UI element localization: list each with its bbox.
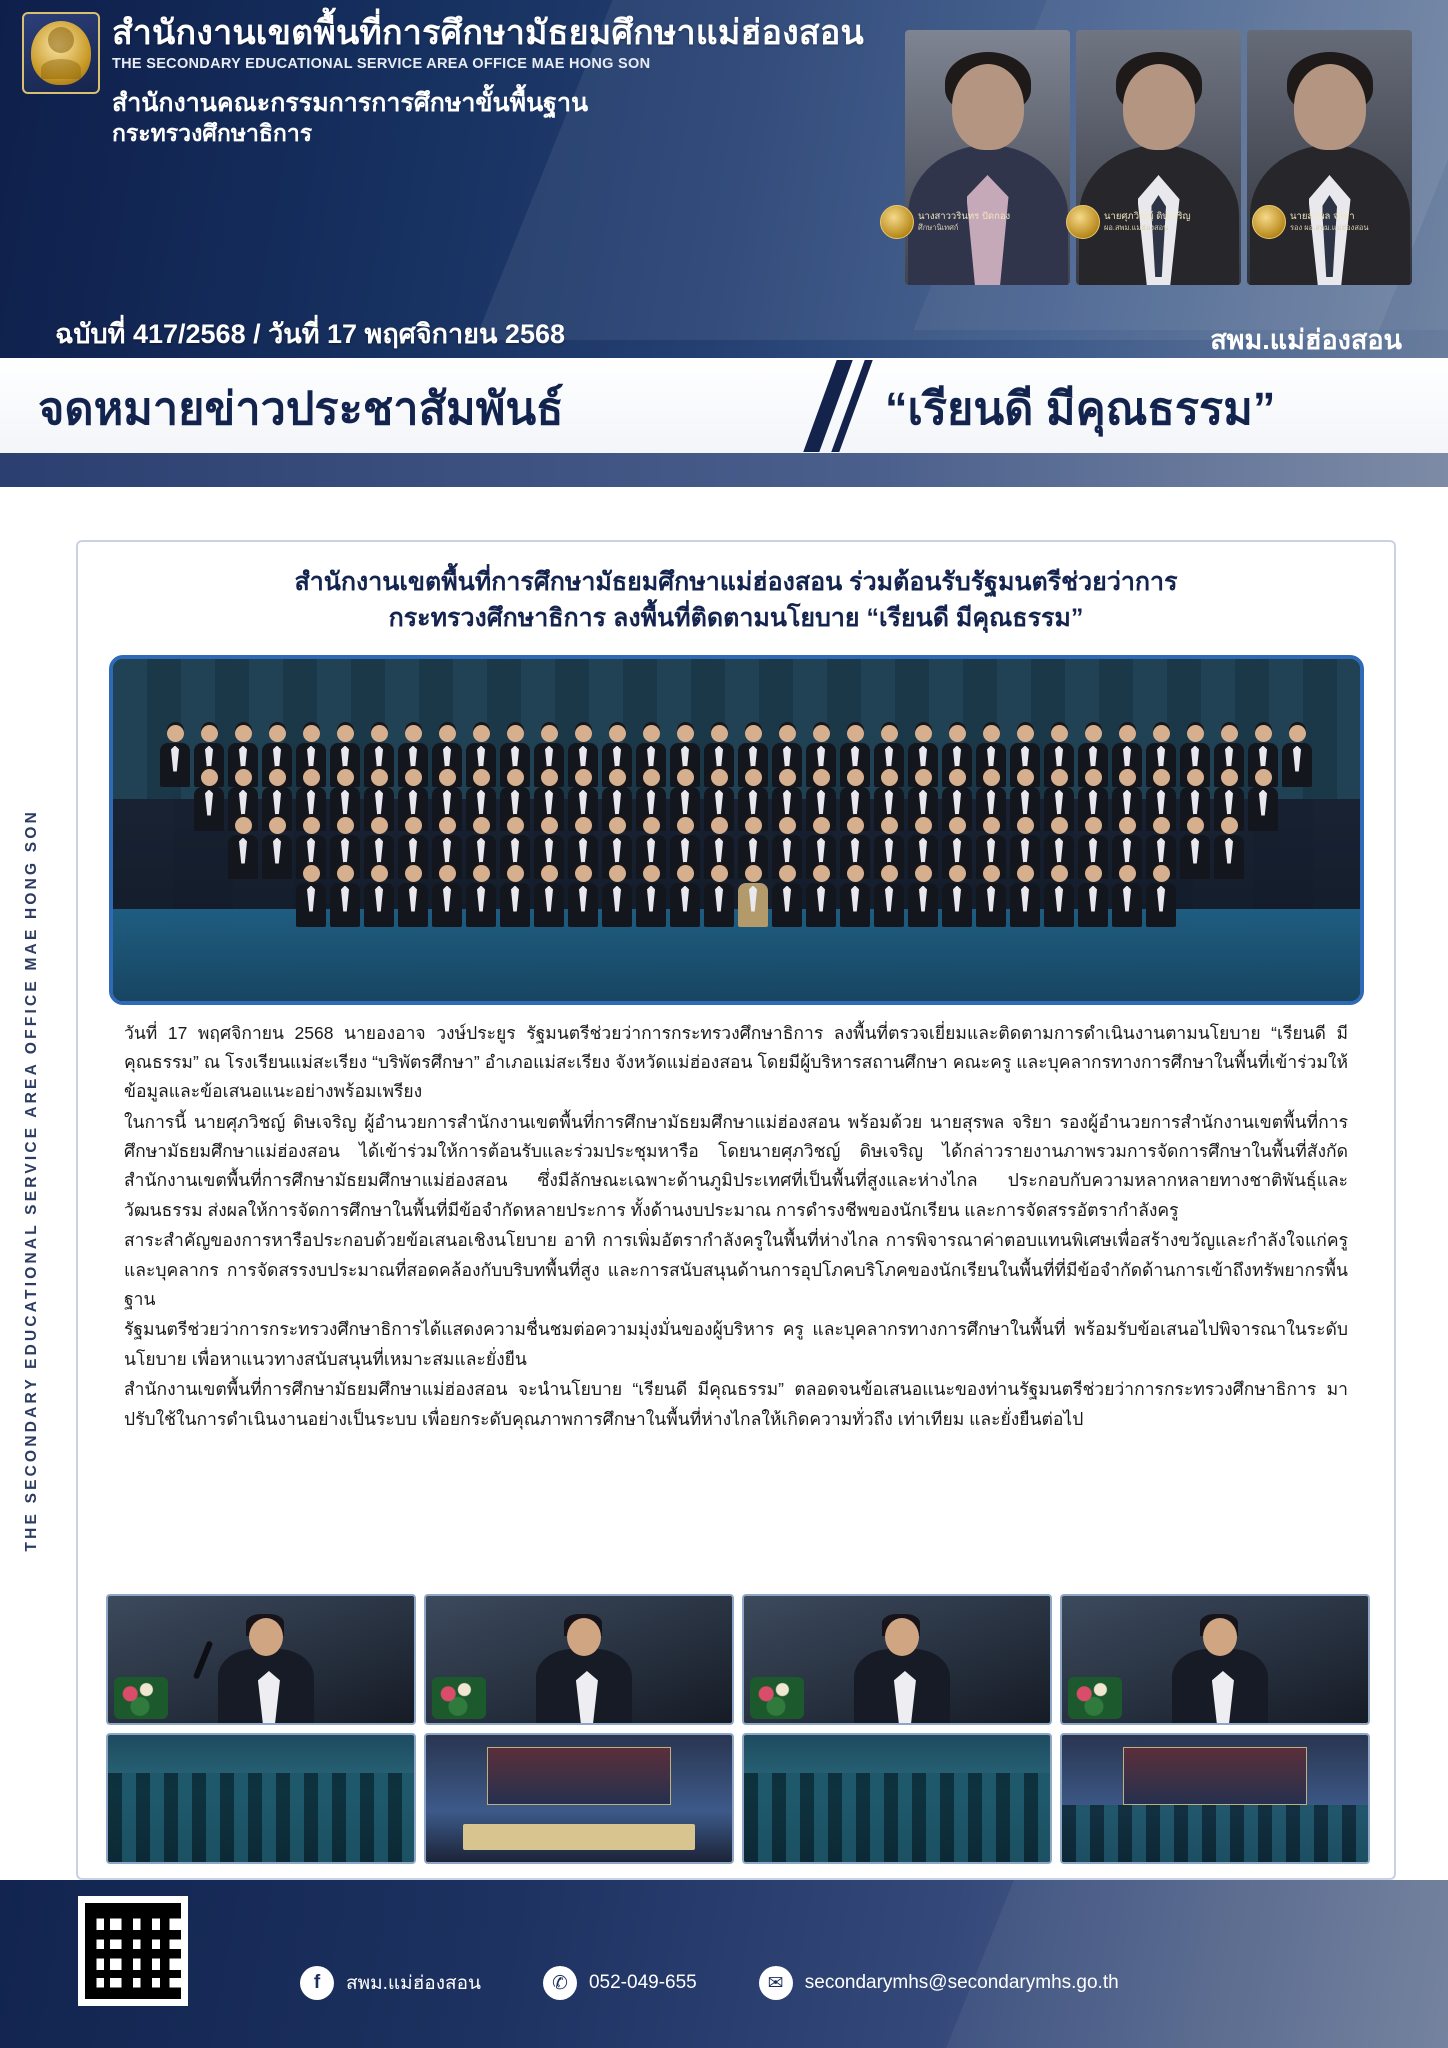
crowd-person [670,865,700,927]
thumb-speaker-1[interactable] [106,1594,416,1725]
obec-name: สำนักงานคณะกรรมการการศึกษาขั้นพื้นฐาน [112,89,589,118]
crowd-person [602,865,632,927]
crowd-person [738,865,768,927]
crowd-person [466,865,496,927]
qr-code[interactable] [78,1896,188,2006]
photo-gallery-row-1 [106,1594,1370,1725]
article-paragraph-5: สำนักงานเขตพื้นที่การศึกษามัธยมศึกษาแม่ฮ่องสอน จะนำนโยบาย “เรียนดี มีคุณธรรม” ตลอดจนข้อเสนอแนะของท่านรัฐมนตรีช่วยว่าการกระทรวงศึกษาธิการ มาปรับใช้ในการดำเนินงานอย่างเป็นระบบ เพื่อยกระดับคุณภาพการศึกษาในพื้นที่ห่างไกลให้เกิดความทั่วถึง เท่าเทียม และยั่งยืนต่อไป [124,1379,1348,1429]
issue-number: ฉบับที่ 417/2568 / วันที่ 17 พฤศจิกายน 2568 [55,319,565,349]
page-footer [0,1880,1448,2048]
crowd-person [1146,865,1176,927]
org-name-english: THE SECONDARY EDUCATIONAL SERVICE AREA OFFICE MAE HONG SON [112,56,651,73]
thumb-stage-1[interactable] [424,1733,734,1864]
crowd-person [1078,865,1108,927]
seal-icon [1252,205,1286,239]
footer-diagonal-shape [946,1880,1448,2048]
seal-icon [880,205,914,239]
executive-name-3: นายสุรพล จริยา [1290,211,1355,223]
office-short-tag: สพม.แม่ฮ่องสอน [1210,325,1402,355]
executive-role-1: ศึกษานิเทศก์ [918,223,959,233]
article-body [78,1005,1394,1434]
facebook-icon: f [300,1966,334,2000]
footer-contact-list [300,1966,1119,2000]
crowd-person [806,865,836,927]
crowd-person [1112,865,1142,927]
header-bottom-strip [0,453,1448,487]
article-paragraph-4: รัฐมนตรีช่วยว่าการกระทรวงศึกษาธิการได้แสดงความชื่นชมต่อความมุ่งมั่นของผู้บริหาร ครู และบุคลากรทางการศึกษาในพื้นที่ พร้อมรับข้อเสนอไปพิจารณาในระดับนโยบาย เพื่อหาแนวทางสนับสนุนที่เหมาะสมและยั่งยืน [124,1319,1348,1369]
article-title [78,542,1394,645]
hero-group-photo [109,655,1364,1005]
page-header [0,0,1448,490]
thumb-speaker-2[interactable] [424,1594,734,1725]
org-name-thai: สำนักงานเขตพื้นที่การศึกษามัธยมศึกษาแม่ฮ่องสอน [112,14,864,52]
footer-email[interactable] [759,1966,1119,2000]
crowd-person [432,865,462,927]
crowd-person [704,865,734,927]
thumb-hall-3[interactable] [1060,1733,1370,1864]
header-title-block [112,14,912,148]
ministry-name: กระทรวงศึกษาธิการ [112,120,313,147]
executive-name-item-1 [880,205,1056,239]
thumb-speaker-3[interactable] [742,1594,1052,1725]
photo-gallery [106,1594,1370,1864]
footer-facebook-label: สพม.แม่ฮ่องสอน [346,1973,481,1994]
thumb-speaker-4[interactable] [1060,1594,1370,1725]
footer-phone-label: 052-049-655 [588,1972,697,1993]
page-title: จดหมายข่าวประชาสัมพันธ์ [38,383,564,434]
side-vertical-label [12,540,52,1820]
crowd-person [364,865,394,927]
crowd-person [500,865,530,927]
article-paragraph-2: ในการนี้ นายศุภวิชญ์ ดิษเจริญ ผู้อำนวยการสำนักงานเขตพื้นที่การศึกษามัธยมศึกษาแม่ฮ่องสอน พร้อมด้วย นายสุรพล จริยา รองผู้อำนวยการสำนักงานเขตพื้นที่การศึกษามัธยมศึกษาแม่ฮ่องสอน ได้เข้าร่วมให้การต้อนรับและร่วมประชุมหารือ โดยนายศุภวิชญ์ ดิษเจริญ ได้กล่าวรายงานภาพรวมการจัดการศึกษาในพื้นที่สังกัดสำนักงานเขตพื้นที่การศึกษามัธยมศึกษาแม่ฮ่องสอน ซึ่งมีลักษณะเฉพาะด้านภูมิประเทศที่เป็นพื้นที่สูงและห่างไกล ประกอบกับความหลากหลายทางชาติพันธุ์และวัฒนธรรม ส่งผลให้การจัดการศึกษาในพื้นที่มีข้อจำกัดหลายประการ ทั้งด้านงบประมาณ การดำรงชีพของนักเรียน และการจัดสรรอัตรากำลังครู [124,1111,1348,1220]
footer-email-label: secondarymhs@secondarymhs.go.th [804,1972,1119,1993]
crowd-person [534,865,564,927]
email-icon: ✉ [759,1966,793,2000]
executive-name-list [880,205,1428,275]
thumb-hall-1[interactable] [106,1733,416,1864]
crowd-person [296,865,326,927]
policy-motto: “เรียนดี มีคุณธรรม” [885,383,1276,434]
article-title-line1: สำนักงานเขตพื้นที่การศึกษามัธยมศึกษาแม่ฮ่องสอน ร่วมต้อนรับรัฐมนตรีช่วยว่าการ [294,568,1178,596]
crowd-person [772,865,802,927]
article-paragraph-1: วันที่ 17 พฤศจิกายน 2568 นายองอาจ วงษ์ประยูร รัฐมนตรีช่วยว่าการกระทรวงศึกษาธิการ ลงพื้นที่ตรวจเยี่ยมและติดตามการดำเนินงานตามนโยบาย “เรียนดี มีคุณธรรม” ณ โรงเรียนแม่สะเรียง “บริพัตรศึกษา” อำเภอแม่สะเรียง จังหวัดแม่ฮ่องสอน โดยมีผู้บริหารสถานศึกษา คณะครู และบุคลากรทางการศึกษาในพื้นที่เข้าร่วมให้ข้อมูลและข้อเสนอแนะอย่างพร้อมเพรียง [124,1022,1348,1102]
crowd-person [874,865,904,927]
crowd-person [330,865,360,927]
executive-name-item-2 [1066,205,1242,239]
crowd-person [942,865,972,927]
crowd-person [1044,865,1074,927]
executive-name-2: นายศุภวิชญ์ ดิษเจริญ [1104,211,1191,223]
executive-name-1: นางสาววรินทร ปัดกอง [918,211,1011,223]
article-card [76,540,1396,1880]
footer-phone[interactable] [543,1966,697,2000]
crowd-person [976,865,1006,927]
executive-role-2: ผอ.สพม.แม่ฮ่องสอน [1104,223,1169,233]
crowd-person [840,865,870,927]
side-label-text: THE SECONDARY EDUCATIONAL SERVICE AREA OFFICE MAE HONG SON [23,808,40,1552]
crowd-person [398,865,428,927]
phone-icon: ✆ [543,1966,577,2000]
header-spacer [0,487,1448,517]
article-title-line2: กระทรวงศึกษาธิการ ลงพื้นที่ติดตามนโยบาย “เรียนดี มีคุณธรรม” [388,604,1084,633]
crowd-person [908,865,938,927]
microphone-icon [193,1640,214,1679]
thumb-hall-2[interactable] [742,1733,1052,1864]
hero-crowd [113,725,1360,955]
crowd-person [1010,865,1040,927]
executive-role-3: รอง ผอ.สพม.แม่ฮ่องสอน [1290,223,1369,233]
footer-facebook[interactable] [300,1966,481,2000]
photo-gallery-row-2 [106,1733,1370,1864]
crowd-person [636,865,666,927]
crowd-person [568,865,598,927]
garuda-emblem-logo [22,12,100,94]
seal-icon [1066,205,1100,239]
executive-name-item-3 [1252,205,1428,239]
article-paragraph-3: สาระสำคัญของการหารือประกอบด้วยข้อเสนอเชิงนโยบาย อาทิ การเพิ่มอัตรากำลังครูในพื้นที่ห่างไกล การพิจารณาค่าตอบแทนพิเศษเพื่อสร้างขวัญและกำลังใจแก่ครูและบุคลากร การจัดสรรงบประมาณที่สอดคล้องกับบริบทพื้นที่สูง และการสนับสนุนด้านการอุปโภคบริโภคของนักเรียนในพื้นที่ที่มีข้อจำกัดด้านการเข้าถึงทรัพยากรพื้นฐาน [124,1230,1348,1310]
